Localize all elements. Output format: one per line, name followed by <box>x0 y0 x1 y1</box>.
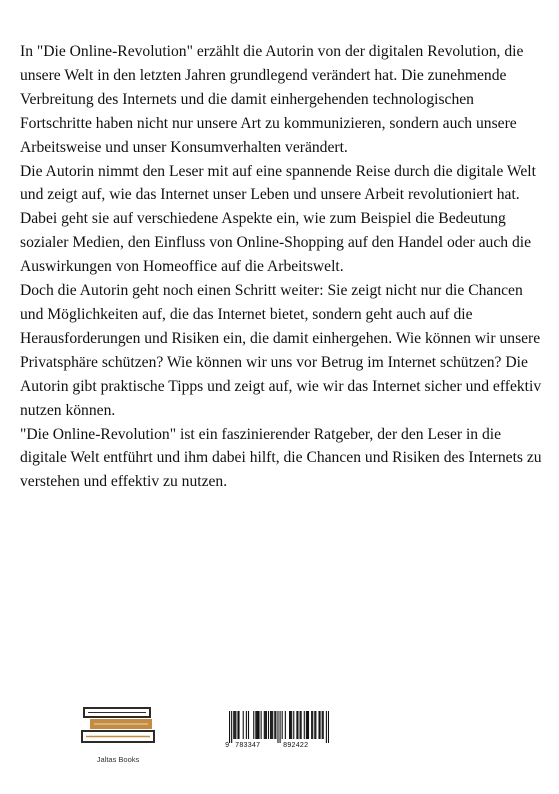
barcode-bar <box>315 711 316 739</box>
barcode-bar <box>257 711 258 739</box>
barcode-bar <box>272 711 273 739</box>
barcode-bar <box>322 711 323 739</box>
barcode-bar <box>266 711 267 739</box>
barcode-bar <box>258 711 259 739</box>
barcode-bar <box>275 711 276 739</box>
barcode-bar <box>323 711 324 739</box>
barcode-bar <box>318 711 319 739</box>
barcode-bar <box>233 711 234 739</box>
barcode-digits-right: 892422 <box>283 742 309 750</box>
blurb-paragraph-1: In "Die Online-Revolution" erzählt die Autorin von der digitalen Revolution, die unsere Welt in den letzten Jahren grundlegend verändert hat. Die zunehmende Verbreitung des Internets und die damit einhergehenden technologischen Fortschritte haben nicht nur unsere Art zu kommunizieren, sondern auch unsere Arbeitsweise und unser Konsumverhalten verändert. <box>20 43 524 156</box>
barcode-bar <box>296 711 297 739</box>
barcode-bar <box>314 711 315 739</box>
barcode-bar <box>271 711 272 739</box>
barcode-bar <box>235 711 236 739</box>
barcode-bar <box>274 711 275 739</box>
barcode-bar <box>304 711 305 739</box>
barcode-bar <box>290 711 291 739</box>
barcode-bar <box>320 711 321 739</box>
barcode-bar <box>238 711 239 739</box>
barcode-bar <box>253 711 254 739</box>
barcode-bar <box>261 711 262 739</box>
back-cover-blurb <box>20 40 545 494</box>
barcode-bar <box>311 711 312 739</box>
barcode-bar <box>306 711 307 739</box>
barcode-bar <box>229 711 230 743</box>
publisher-name: Jaltas Books <box>96 755 140 764</box>
barcode-bar <box>297 711 298 739</box>
barcode-bar <box>268 711 269 739</box>
blurb-paragraph-3: Doch die Autorin geht noch einen Schritt weiter: Sie zeigt nicht nur die Chancen und Möglichkeiten auf, die das Internet bietet, sondern geht auch auf die Herausforderungen und Risiken ein, die damit einhergehen. Wie können wir unsere Privatsphäre schützen? Wie können wir uns vor Betrug im Internet schützen? Die Autorin gibt praktische Tipps und zeigt auf, wie wir das Internet sicher und effektiv nutzen können. <box>20 282 542 419</box>
blurb-paragraph-2: Die Autorin nimmt den Leser mit auf eine spannende Reise durch die digitale Welt und zeigt auf, wie das Internet unser Leben und unsere Arbeit revolutioniert hat. Dabei geht sie auf verschiedene Aspekte ein, wie zum Beispiel die Bedeutung sozialer Medien, den Einfluss von Online-Shopping auf den Handel oder auch die Auswirkungen von Homeoffice auf die Arbeitswelt. <box>20 162 536 276</box>
barcode-bar <box>328 711 329 743</box>
isbn-barcode <box>225 711 329 751</box>
barcode-digits <box>225 742 329 751</box>
barcode-bar <box>264 711 265 739</box>
barcode-bar <box>234 711 235 739</box>
barcode-bar <box>277 711 278 743</box>
barcode-bar <box>265 711 266 739</box>
barcode-bar <box>293 711 294 739</box>
barcode-bar <box>231 711 232 743</box>
barcode-bar <box>300 711 301 739</box>
barcode-bars <box>229 711 329 743</box>
barcode-bar <box>256 711 257 739</box>
barcode-bar <box>246 711 247 739</box>
barcode-bar <box>237 711 238 739</box>
barcode-digits-left: 783347 <box>235 742 261 750</box>
barcode-bar <box>270 711 271 739</box>
barcode-bar <box>280 711 281 743</box>
barcode-bar <box>312 711 313 739</box>
blurb-paragraph-4: "Die Online-Revolution" ist ein faszinierender Ratgeber, der den Leser in die digitale Welt entführt und ihm dabei hilft, die Chancen und Risiken des Internets zu verstehen und effektiv zu nutzen. <box>20 425 542 491</box>
barcode-bar <box>289 711 290 739</box>
barcode-bar <box>301 711 302 739</box>
barcode-bar <box>285 711 286 739</box>
barcode-bar <box>282 711 283 739</box>
barcode-bar <box>243 711 244 739</box>
barcode-bar <box>307 711 308 739</box>
barcode-digit-first: 9 <box>225 742 230 750</box>
barcode-bar <box>326 711 327 743</box>
barcode-bar <box>291 711 292 739</box>
barcode-bar <box>308 711 309 739</box>
barcode-bar <box>248 711 249 739</box>
barcode-bar <box>255 711 256 739</box>
